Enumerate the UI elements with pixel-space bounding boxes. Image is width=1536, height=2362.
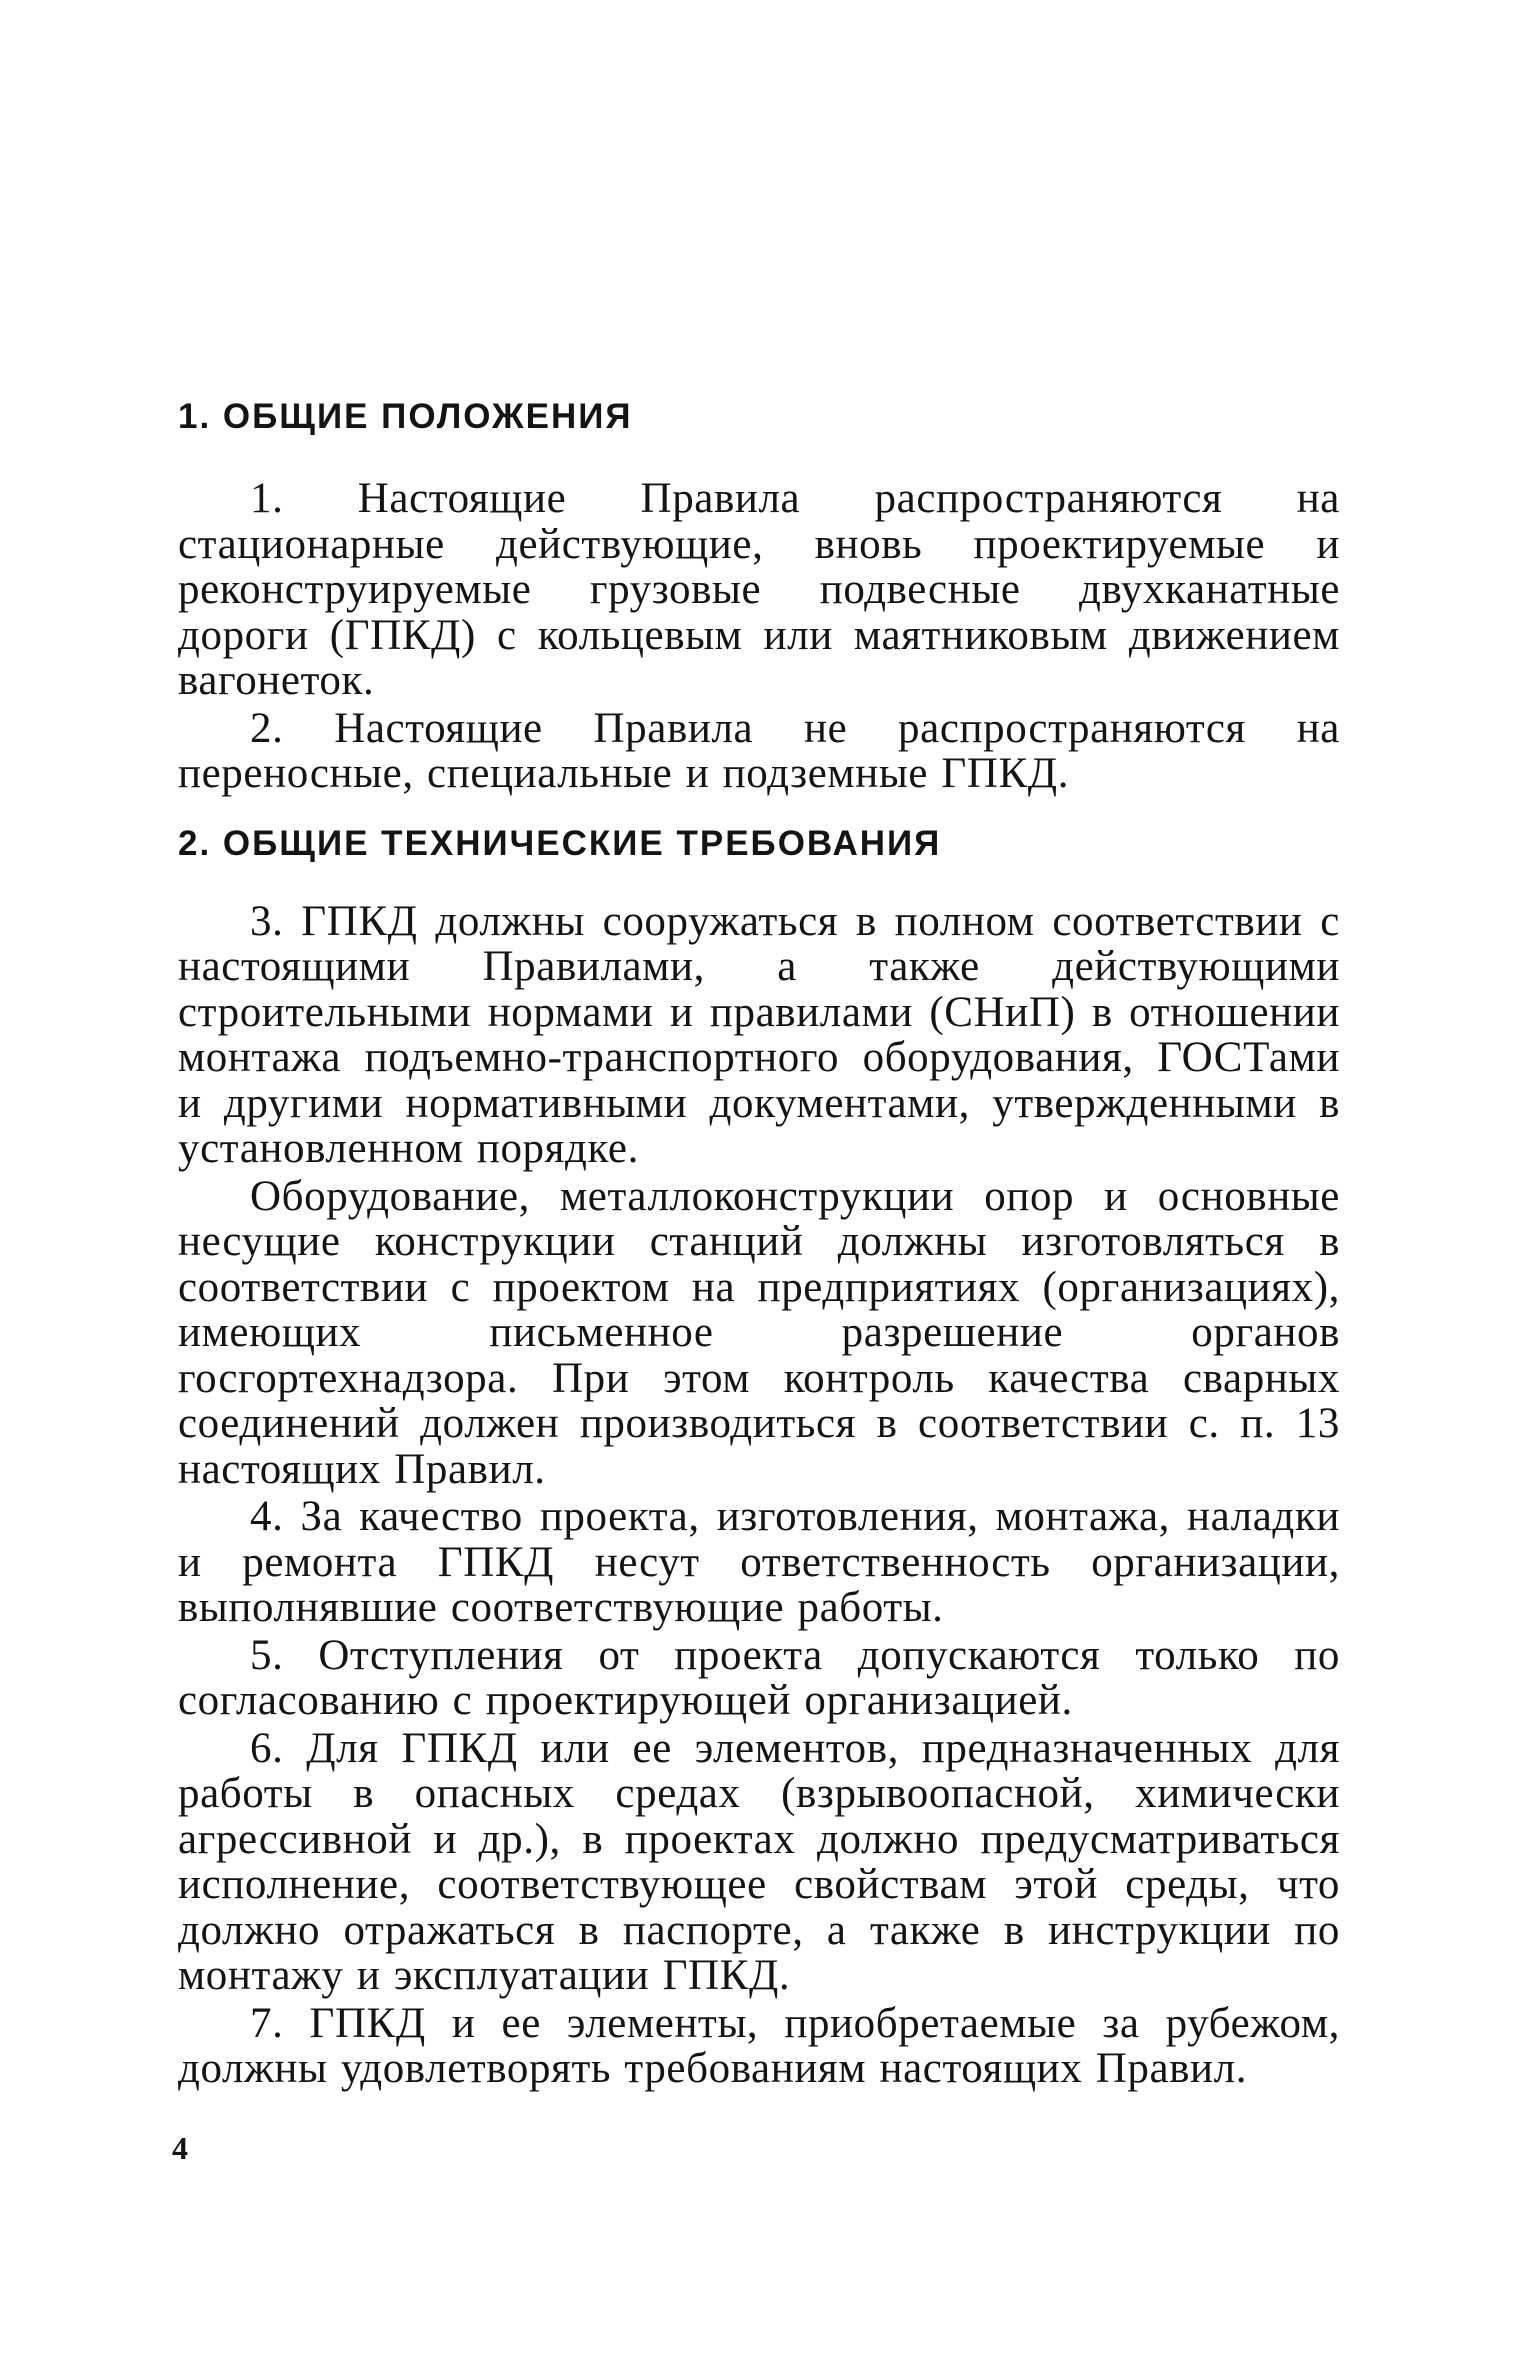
page-number: 4	[172, 2130, 188, 2166]
paragraph-1: 1. Настоящие Правила распространяются на стационарные действующие, вновь проектируемые и реконструируемые грузовые подвесные двухканатные дороги (ГПКД) с кольцевым или маятниковым движением вагонеток.	[178, 475, 1340, 704]
section-heading: 1. ОБЩИЕ ПОЛОЖЕНИЯ	[178, 397, 633, 436]
paragraph-3-continued: Оборудование, металлоконструкции опор и основные несущие конструкции станций должны изготовляться в соответствии с проектом на предприятиях (организациях), имеющих письменное разрешение органов госгортехнадзора. При этом контроль качества сварных соединений должен производиться в соответствии с. п. 13 настоящих Правил.	[178, 1172, 1340, 1493]
section-heading: 2. ОБЩИЕ ТЕХНИЧЕСКИЕ ТРЕБОВАНИЯ	[178, 823, 942, 863]
paragraph-3: 3. ГПКД должны сооружаться в полном соответствии с настоящими Правилами, а также действующими строительными нормами и правилами (СНиП) в отношении монтажа подъемно-транспортного оборудования, ГОСТами и другими нормативными документами, утвержденными в установленном порядке.	[178, 897, 1340, 1172]
paragraph-7: 7. ГПКД и ее элементы, приобретаемые за рубежом, должны удовлетворять требованиям настоящих Правил.	[178, 1999, 1340, 2092]
section-general-provisions	[178, 392, 1340, 797]
paragraph-6: 6. Для ГПКД или ее элементов, предназначенных для работы в опасных средах (взрывоопасной, химически агрессивной и др.), в проектах должно предусматриваться исполнение, соответствующее свойствам этой среды, что должно отражаться в паспорте, а также в инструкции по монтажу и эксплуатации ГПКД.	[178, 1724, 1340, 1999]
document-page	[178, 392, 1340, 2092]
paragraph-4: 4. За качество проекта, изготовления, монтажа, наладки и ремонта ГПКД несут ответственность организации, выполнявшие соответствующие работы.	[178, 1493, 1340, 1631]
paragraph-5: 5. Отступления от проекта допускаются только по согласованию с проектирующей организацией.	[178, 1631, 1340, 1724]
paragraph-2: 2. Настоящие Правила не распространяются на переносные, специальные и подземные ГПКД.	[178, 704, 1340, 797]
section-technical-requirements	[178, 819, 1340, 2092]
